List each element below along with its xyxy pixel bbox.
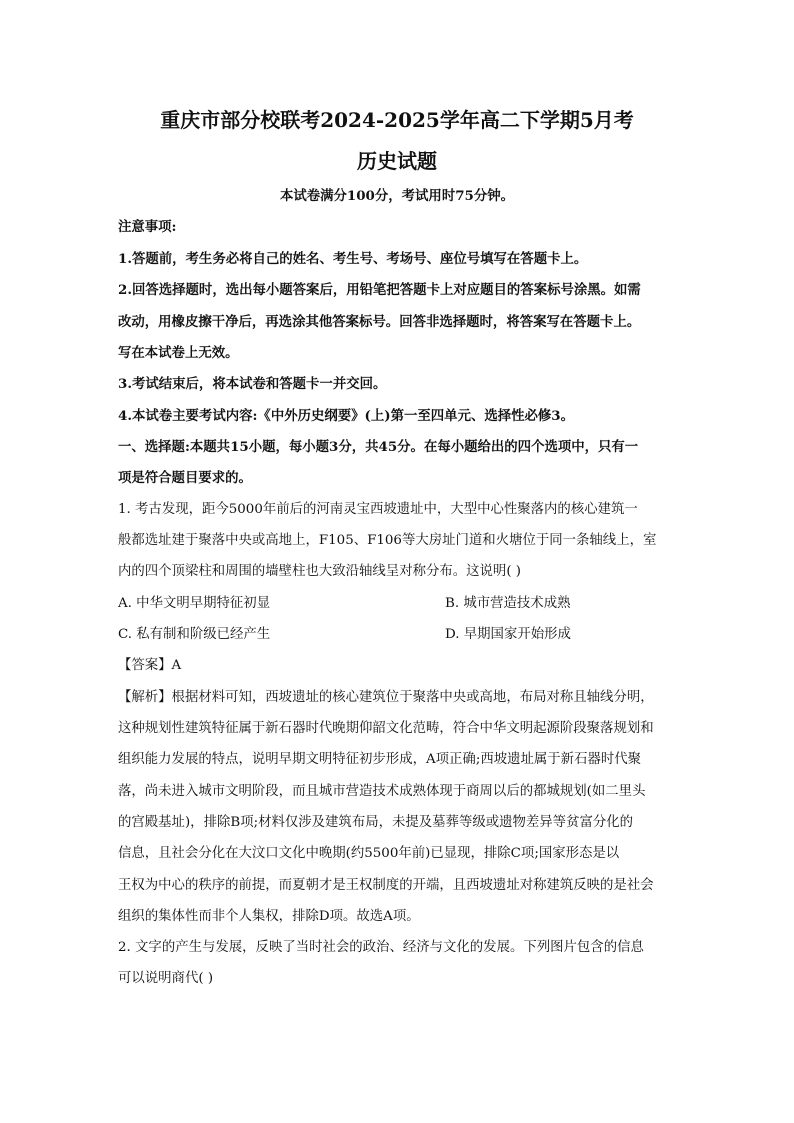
analysis-line: 王权为中心的秩序的前提，而夏朝才是王权制度的开端，且西坡遗址对称建筑反映的是社会	[118, 878, 654, 893]
analysis-line: 组织的集体性而非个人集权，排除D项。故选A项。	[118, 909, 420, 924]
question-1-stem: 1. 考古发现，距今5000年前后的河南灵宝西坡遗址中，大型中心性聚落内的核心建筑一	[118, 502, 638, 517]
option-d: D. 早期国家开始形成	[445, 627, 571, 642]
analysis-line: 【解析】根据材料可知，西坡遗址的核心建筑位于聚落中央或高地，布局对称且轴线分明，	[118, 690, 654, 705]
section-heading: 一、选择题:本题共15小题，每小题3分，共45分。在每小题给出的四个选项中，只有一	[118, 439, 639, 455]
analysis-line: 组织能力发展的特点，说明早期文明特征初步形成，A项正确;西坡遗址属于新石器时代聚	[118, 752, 642, 767]
option-a: A. 中华文明早期特征初显	[118, 596, 271, 611]
notice-line: 2.回答选择题时，选出每小题答案后，用铅笔把答题卡上对应题目的答案标号涂黑。如需	[118, 282, 641, 298]
notice-line: 4.本试卷主要考试内容:《中外历史纲要》(上)第一至四单元、选择性必修3。	[118, 408, 575, 424]
analysis-line: 落，尚未进入城市文明阶段，而且城市营造技术成熟体现于商周以后的都城规划(如二里头	[118, 784, 646, 799]
question-1-stem: 内的四个顶梁柱和周围的墙壁柱也大致沿轴线呈对称分布。这说明( )	[118, 564, 522, 579]
option-b: B. 城市营造技术成熟	[445, 596, 571, 611]
answer-line: 【答案】A	[118, 658, 182, 673]
exam-subject: 历史试题	[357, 149, 437, 173]
notice-line: 3.考试结束后，将本试卷和答题卡一并交回。	[118, 376, 387, 392]
notice-heading: 注意事项:	[118, 219, 177, 235]
exam-title: 重庆市部分校联考2024-2025学年高二下学期5月考	[160, 108, 634, 132]
notice-line: 1.答题前，考生务必将自己的姓名、考生号、考场号、座位号填写在答题卡上。	[118, 251, 588, 267]
analysis-line: 的宫殿基址)，排除B项;材料仅涉及建筑布局，未提及墓葬等级或遗物差异等贫富分化的	[118, 815, 634, 830]
notice-line: 写在本试卷上无效。	[118, 345, 239, 361]
notice-line: 改动，用橡皮擦干净后，再选涂其他答案标号。回答非选择题时，将答案写在答题卡上。	[118, 314, 641, 330]
option-c: C. 私有制和阶级已经产生	[118, 627, 271, 642]
question-1-stem: 般都选址建于聚落中央或高地上，F105、F106等大房址门道和火塘位于同一条轴线上，室	[118, 533, 657, 548]
question-2-stem: 可以说明商代( )	[118, 971, 214, 986]
exam-info: 本试卷满分100分，考试用时75分钟。	[279, 188, 515, 204]
analysis-line: 信息，且社会分化在大汶口文化中晚期(约5500年前)已显现，排除C项;国家形态是以	[118, 846, 620, 861]
question-2-stem: 2. 文字的产生与发展，反映了当时社会的政治、经济与文化的发展。下列图片包含的信息	[118, 940, 644, 955]
section-heading: 项是符合题目要求的。	[118, 470, 252, 486]
analysis-line: 这种规划性建筑特征属于新石器时代晚期仰韶文化范畴，符合中华文明起源阶段聚落规划和	[118, 721, 654, 736]
